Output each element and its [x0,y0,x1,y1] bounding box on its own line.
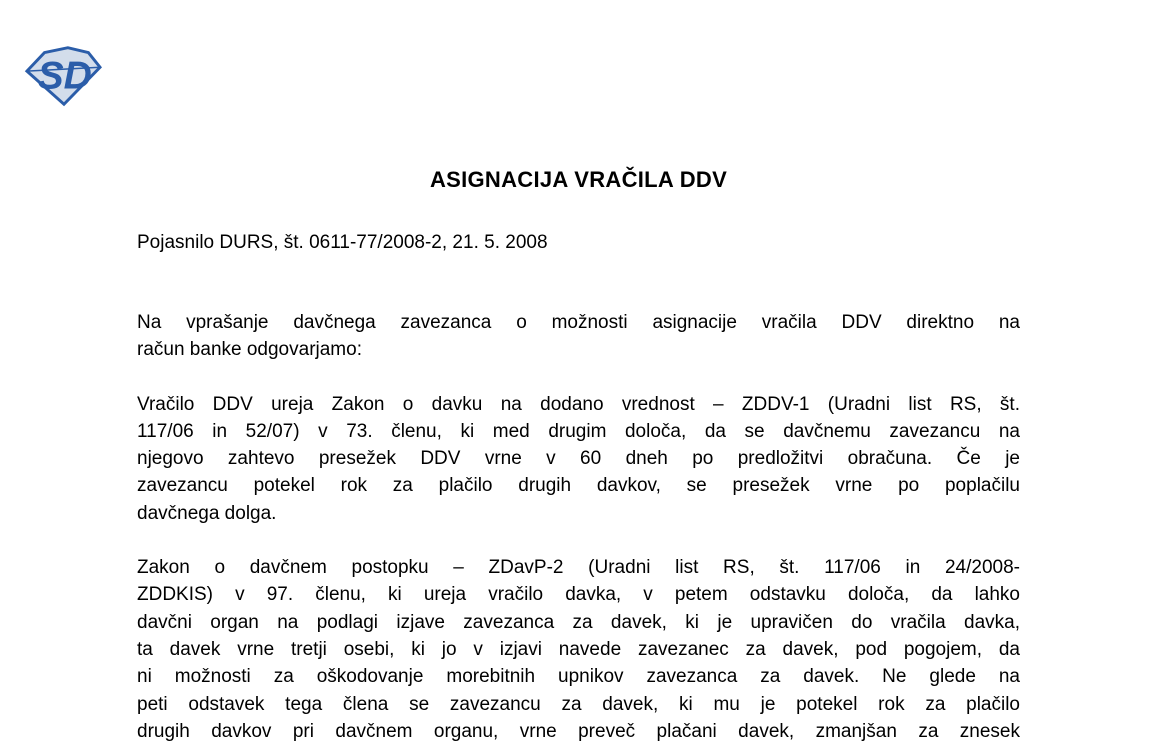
text-line: zavezancu potekel rok za plačilo drugih davkov, se presežek vrne po poplačilu [137,475,1020,497]
paragraph [137,391,1020,527]
text-line: Vračilo DDV ureja Zakon o davku na dodano vrednost – ZDDV-1 (Uradni list RS, št. [137,393,1020,415]
text-line: Zakon o davčnem postopku – ZDavP-2 (Uradni list RS, št. 117/06 in 24/2008- [137,557,1020,579]
text-line: davčni organ na podlagi izjave zavezanca za davek, ki je upravičen do vračila davka, [137,611,1020,633]
text-line: Na vprašanje davčnega zavezanca o možnosti asignacije vračila DDV direktno na [137,312,1020,333]
reference-line: Pojasnilo DURS, št. 0611-77/2008-2, 21. 5. 2008 [137,232,548,253]
document-title: ASIGNACIJA VRAČILA DDV [429,167,728,192]
text-line: peti odstavek tega člena se zavezancu za davek, ki mu je potekel rok za plačilo [137,693,1020,715]
sd-diamond-logo-icon [24,44,102,108]
text-line: davčnega dolga. [137,502,277,524]
paragraph [137,554,1020,743]
text-line: 117/06 in 52/07) v 73. členu, ki med drugim določa, da se davčnemu zavezancu na [137,420,1020,442]
logo-letters: SD [37,54,92,98]
text-line: ta davek vrne tretji osebi, ki jo v izjavi navede zavezanec za davek, pod pogojem, da [137,638,1020,660]
text-line: račun banke odgovarjamo: [137,339,362,361]
text-line: njegovo zahtevo presežek DDV vrne v 60 dneh po predložitvi obračuna. Če je [137,448,1020,470]
text-line: ni možnosti za oškodovanje morebitnih upnikov zavezanca za davek. Ne glede na [137,666,1020,688]
text-line: drugih davkov pri davčnem organu, vrne preveč plačani davek, zmanjšan za znesek [137,720,1020,742]
paragraph [137,309,1020,364]
document-body [137,309,1020,743]
text-line: ZDDKIS) v 97. členu, ki ureja vračilo davka, v petem odstavku določa, da lahko [137,584,1020,606]
